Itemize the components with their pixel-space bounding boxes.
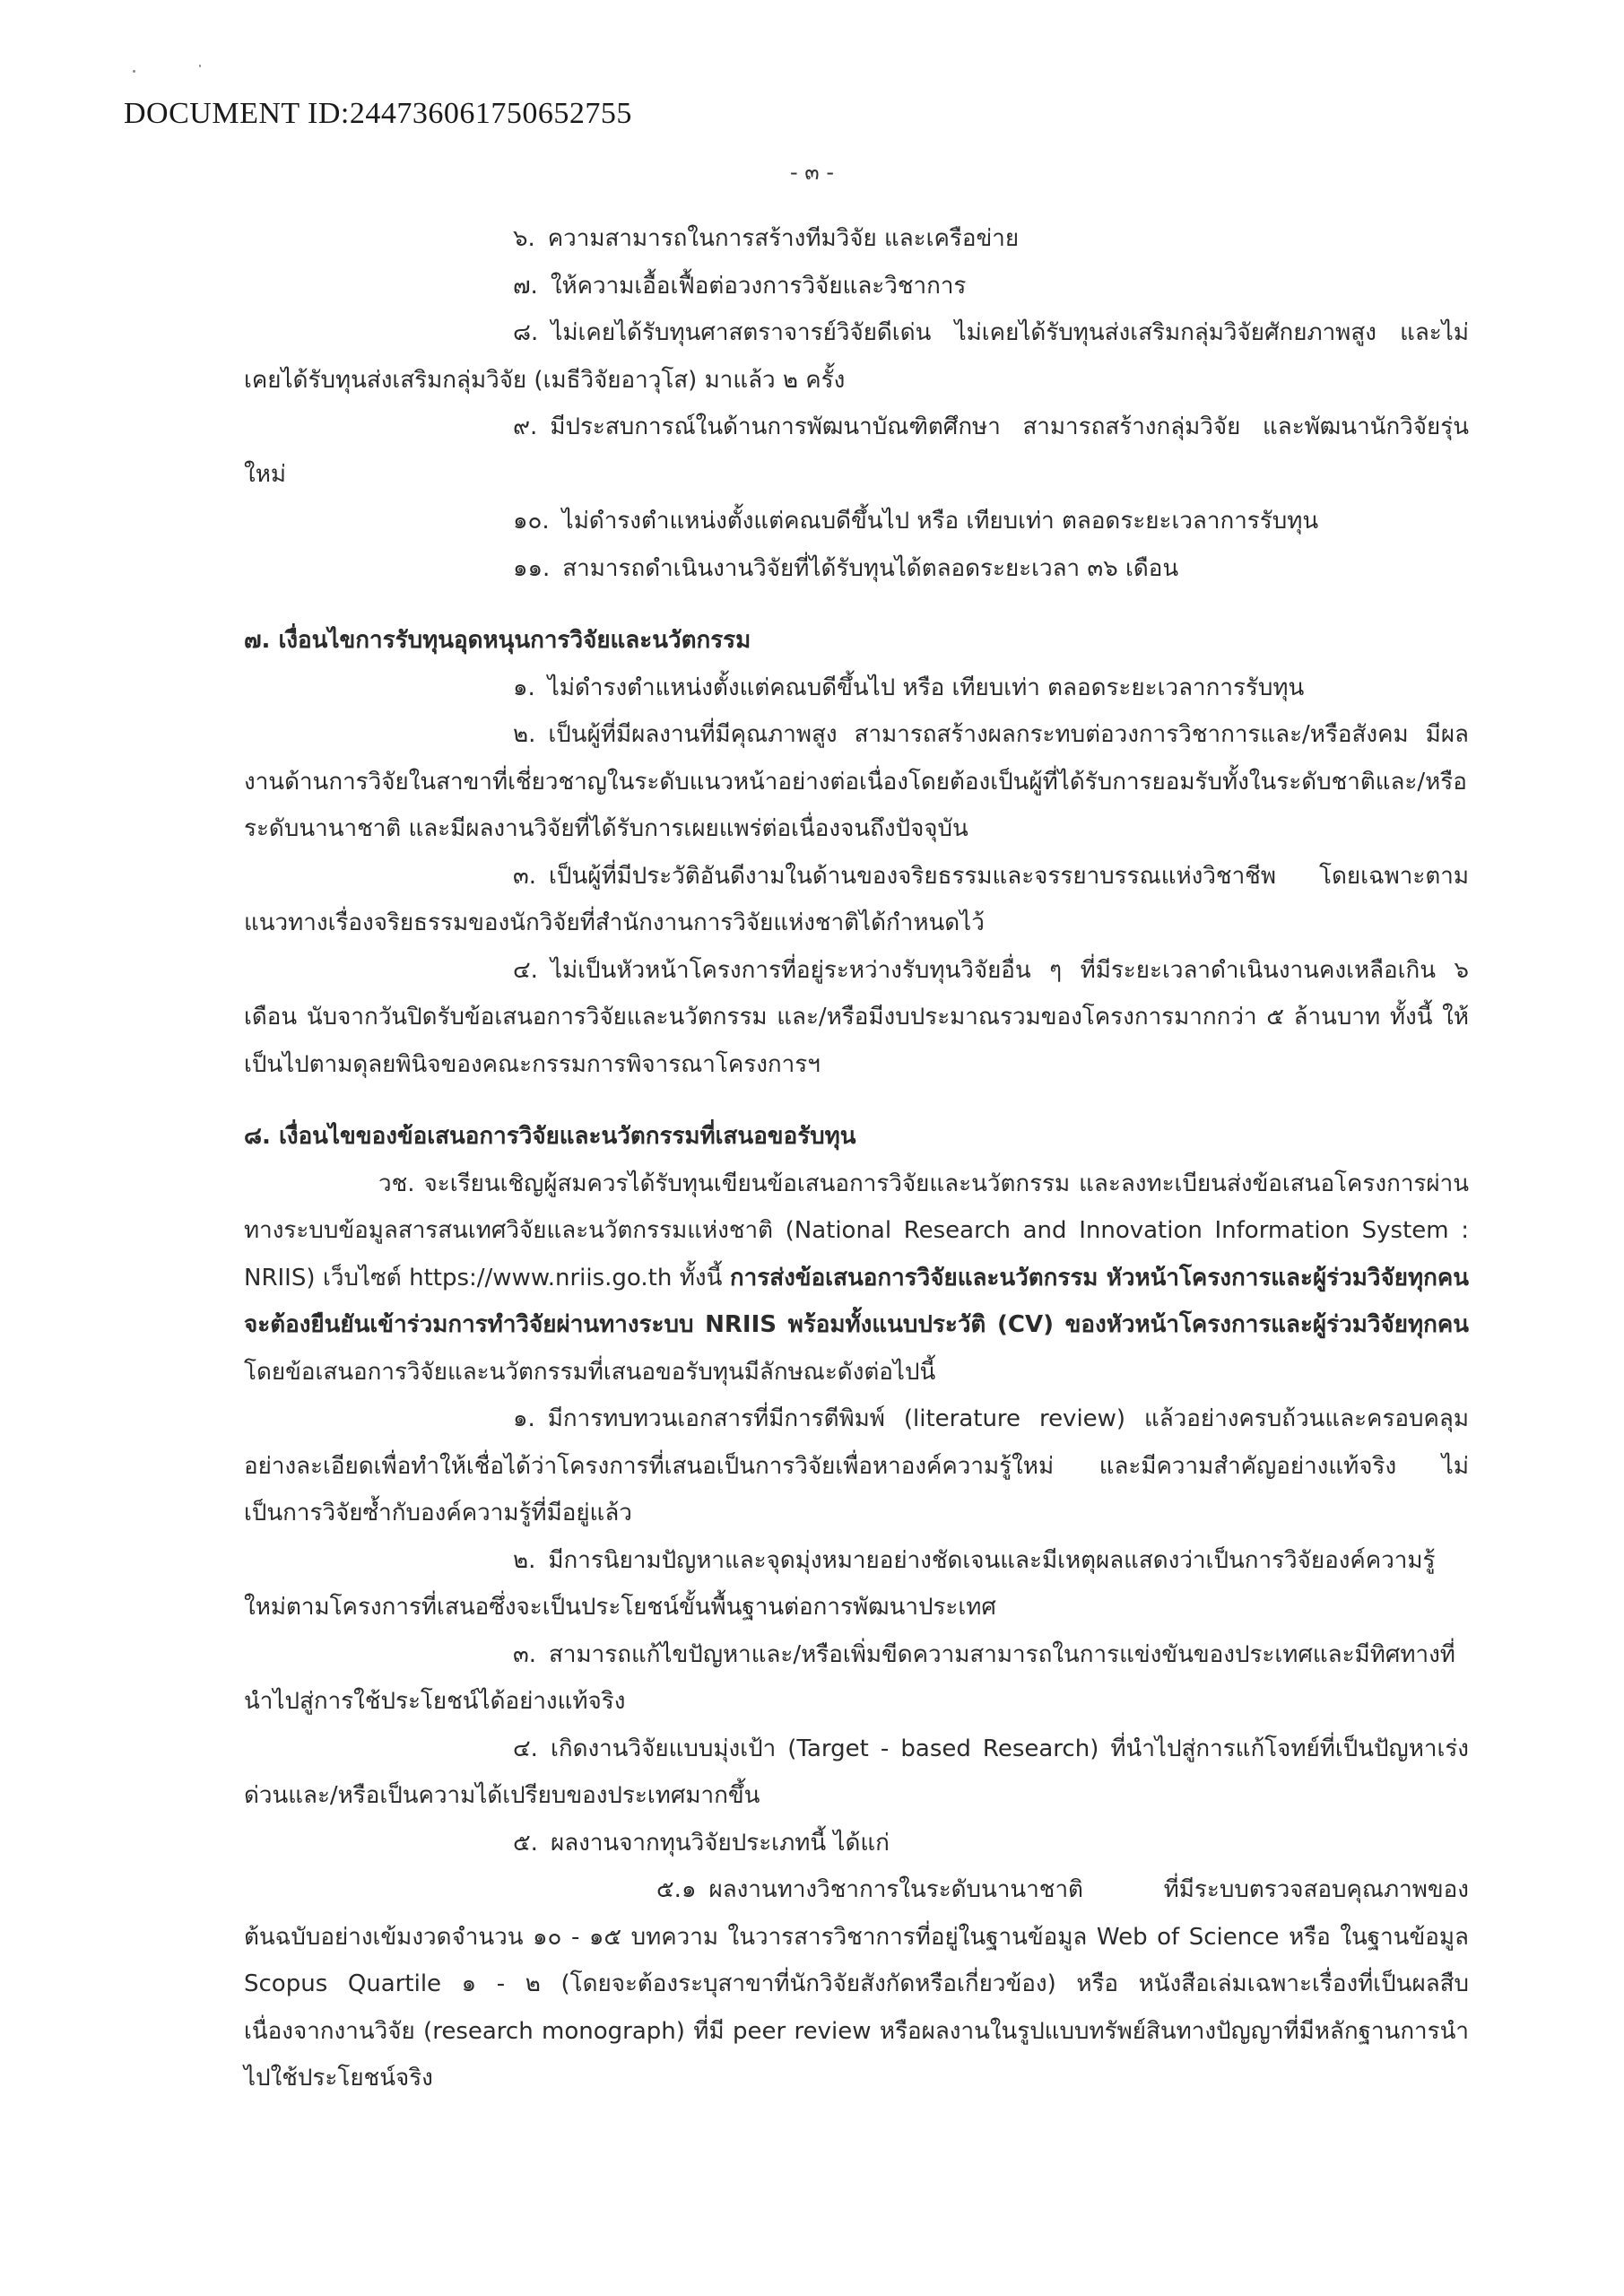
list-item <box>244 1820 1469 1867</box>
item-number: ๖. <box>513 225 535 252</box>
item-text: มีการนิยามปัญหาและจุดมุ่งหมายอย่างชัดเจนและมีเหตุผลแสดงว่าเป็นการวิจัยองค์ความรู้ใหม่ตามโครงการที่เสนอซึ่งจะเป็นประโยชน์ขั้นพื้นฐานต่อการพัฒนาประเทศ <box>244 1546 1436 1621</box>
item-text: เป็นผู้ที่มีประวัติอันดีงามในด้านของจริยธรรมและจรรยาบรรณแห่งวิชาชีพ โดยเฉพาะตามแนวทางเรื่องจริยธรรมของนักวิจัยที่สำนักงานการวิจัยแห่งชาติได้กำหนดไว้ <box>244 862 1469 936</box>
item-number: ๕. <box>513 1829 538 1857</box>
list-item <box>244 309 1469 404</box>
item-number: ๒. <box>513 1546 536 1574</box>
item-number: ๙. <box>513 413 538 440</box>
list-item <box>244 1631 1469 1726</box>
section-heading-7: ๗. เงื่อนไขการรับทุนอุดหนุนการวิจัยและนวัตกรรม <box>244 627 751 654</box>
document-body <box>244 215 1469 2102</box>
item-number: ๔. <box>513 1735 538 1762</box>
list-item <box>244 1726 1469 1820</box>
list-item <box>244 545 1469 593</box>
item-text: เป็นผู้ที่มีผลงานที่มีคุณภาพสูง สามารถสร้างผลกระทบต่อวงการวิชาการและ/หรือสังคม มีผลงานด้านการวิจัยในสาขาที่เชี่ยวชาญในระดับแนวหน้าอย่างต่อเนื่องโดยต้องเป็นผู้ที่ได้รับการยอมรับทั้งในระดับชาติและ/หรือระดับนานาชาติ และมีผลงานวิจัยที่ได้รับการเผยแพร่ต่อเนื่องจนถึงปัจจุบัน <box>244 721 1469 842</box>
list-item <box>244 947 1469 1089</box>
list-item <box>244 404 1469 498</box>
list-item <box>244 498 1469 545</box>
item-text: สามารถแก้ไขปัญหาและ/หรือเพิ่มขีดความสามารถในการแข่งขันของประเทศและมีทิศทางที่นำไปสู่การใช้ประโยชน์ได้อย่างแท้จริง <box>244 1640 1455 1715</box>
item-number: ๑๑. <box>513 554 551 582</box>
list-item <box>244 1537 1469 1631</box>
item-number: ๓. <box>513 862 537 890</box>
item-text: สามารถดำเนินงานวิจัยที่ได้รับทุนได้ตลอดระยะเวลา ๓๖ เดือน <box>562 554 1179 582</box>
list-item <box>244 263 1469 310</box>
list-item <box>244 215 1469 263</box>
item-number: ๓. <box>513 1640 537 1668</box>
item-text: เกิดงานวิจัยแบบมุ่งเป้า (Target - based Research) ที่นำไปสู่การแก้โจทย์ที่เป็นปัญหาเร่งด่วนและ/หรือเป็นความได้เปรียบของประเทศมากขึ้น <box>244 1735 1469 1809</box>
item-text: ไม่ดำรงตำแหน่งตั้งแต่คณบดีขึ้นไป หรือ เทียบเท่า ตลอดระยะเวลาการรับทุน <box>547 674 1305 701</box>
document-id: DOCUMENT ID:244736061750652755 <box>124 97 632 130</box>
page-number: - ๓ - <box>790 160 834 185</box>
list-item <box>244 665 1469 712</box>
item-number: ๑. <box>513 674 535 701</box>
item-number: ๑. <box>513 1405 535 1432</box>
list-item <box>244 853 1469 947</box>
item-number: ๕.๑ <box>656 1876 697 1903</box>
list-item <box>244 711 1469 853</box>
intro-text-end: โดยข้อเสนอการวิจัยและนวัตกรรมที่เสนอขอรับทุนมีลักษณะดังต่อไปนี้ <box>244 1358 936 1386</box>
scan-speck <box>133 70 135 73</box>
intro-bold-text: การส่งข้อเสนอการวิจัยและนวัตกรรม หัวหน้าโครงการและผู้ร่วมวิจัยทุกคน จะต้องยืนยันเข้าร่วมการทำวิจัยผ่านทางระบบ NRIIS พร้อมทั้งแนบประวัติ (CV) ของหัวหน้าโครงการและผู้ร่วมวิจัยทุกคน <box>244 1264 1469 1338</box>
item-number: ๔. <box>513 956 538 984</box>
item-number: ๒. <box>513 721 536 748</box>
item-text: ไม่เป็นหัวหน้าโครงการที่อยู่ระหว่างรับทุนวิจัยอื่น ๆ ที่มีระยะเวลาดำเนินงานคงเหลือเกิน ๖ เดือน นับจากวันปิดรับข้อเสนอการวิจัยและนวัตกรรม และ/หรือมีงบประมาณรวมของโครงการมากกว่า ๕ ล้านบาท ทั้งนี้ ให้เป็นไปตามดุลยพินิจของคณะกรรมการพิจารณาโครงการฯ <box>244 956 1469 1078</box>
item-number: ๑๐. <box>513 508 550 535</box>
item-number: ๘. <box>513 319 539 346</box>
section-heading-8: ๘. เงื่อนไขของข้อเสนอการวิจัยและนวัตกรรมที่เสนอขอรับทุน <box>244 1123 856 1150</box>
item-text: มีการทบทวนเอกสารที่มีการตีพิมพ์ (literature review) แล้วอย่างครบถ้วนและครอบคลุมอย่างละเอียดเพื่อทำให้เชื่อได้ว่าโครงการที่เสนอเป็นการวิจัยเพื่อหาองค์ความรู้ใหม่ และมีความสำคัญอย่างแท้จริง ไม่เป็นการวิจัยซ้ำกับองค์ความรู้ที่มีอยู่แล้ว <box>244 1405 1469 1526</box>
item-text: มีประสบการณ์ในด้านการพัฒนาบัณฑิตศึกษา สามารถสร้างกลุ่มวิจัย และพัฒนานักวิจัยรุ่นใหม่ <box>244 413 1469 488</box>
item-text: ให้ความเอื้อเฟื้อต่อวงการวิจัยและวิชาการ <box>550 272 967 300</box>
sub-list-item <box>244 1866 1469 2102</box>
intro-text: วช. จะเรียนเชิญผู้สมควรได้รับทุนเขียนข้อเสนอการวิจัยและนวัตกรรม และลงทะเบียนส่งข้อเสนอโครงการผ่านทางระบบข้อมูลสารสนเทศวิจัยและนวัตกรรมแห่งชาติ (National Research and Innovation Information System : NRIIS) เว็บไซต์ https://www.nriis.go.th ทั้งนี้ <box>244 1170 1469 1292</box>
item-text: ความสามารถในการสร้างทีมวิจัย และเครือข่าย <box>547 225 1020 252</box>
item-text: ผลงานจากทุนวิจัยประเภทนี้ ได้แก่ <box>550 1829 890 1857</box>
item-text: ไม่เคยได้รับทุนศาสตราจารย์วิจัยดีเด่น ไม่เคยได้รับทุนส่งเสริมกลุ่มวิจัยศักยภาพสูง และไม่เคยได้รับทุนส่งเสริมกลุ่มวิจัย (เมธีวิจัยอาวุโส) มาแล้ว ๒ ครั้ง <box>244 319 1469 394</box>
item-text: ผลงานทางวิชาการในระดับนานาชาติ ที่มีระบบตรวจสอบคุณภาพของต้นฉบับอย่างเข้มงวดจำนวน ๑๐ - ๑๕ บทความ ในวารสารวิชาการที่อยู่ในฐานข้อมูล Web of Science หรือ ในฐานข้อมูล Scopus Quartile ๑ - ๒ (โดยจะต้องระบุสาขาที่นักวิจัยสังกัดหรือเกี่ยวข้อง) หรือ หนังสือเล่มเฉพาะเรื่องที่เป็นผลสืบเนื่องจากงานวิจัย (research monograph) ที่มี peer review หรือผลงานในรูปแบบทรัพย์สินทางปัญญาที่มีหลักฐานการนำไปใช้ประโยชน์จริง <box>244 1876 1469 2092</box>
list-item <box>244 1396 1469 1537</box>
item-text: ไม่ดำรงตำแหน่งตั้งแต่คณบดีขึ้นไป หรือ เทียบเท่า ตลอดระยะเวลาการรับทุน <box>561 508 1319 535</box>
section-intro <box>244 1161 1469 1396</box>
scan-speck <box>199 65 201 67</box>
item-number: ๗. <box>513 272 538 300</box>
